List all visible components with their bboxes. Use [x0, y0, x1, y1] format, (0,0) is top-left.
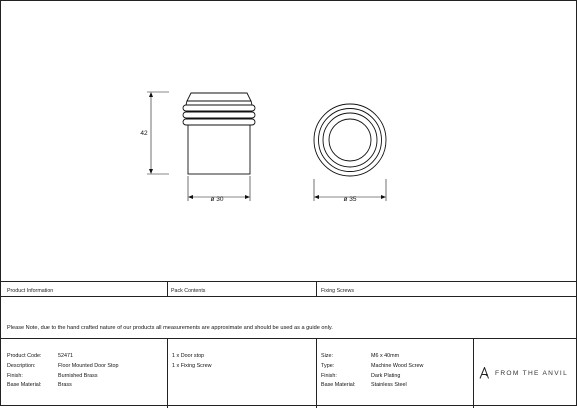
pack-item-door-stop: 1 x Door stop — [172, 353, 205, 359]
base-material-label: Base Material: — [7, 382, 42, 388]
description-value: Floor Mounted Door Stop — [58, 363, 119, 369]
screw-type-label: Type: — [321, 363, 335, 369]
header-divider — [1, 296, 577, 297]
body-column-divider-3 — [473, 338, 474, 408]
rubber-ring-lower — [183, 119, 255, 125]
cap-step — [186, 101, 252, 105]
pack-item-fixing-screw: 1 x Fixing Screw — [172, 363, 212, 369]
screw-finish-value: Dark Plating — [371, 373, 401, 379]
description-label: Description: — [7, 363, 36, 369]
side-view — [183, 93, 255, 174]
height-dimension-label: 42 — [140, 130, 148, 137]
header-column-divider-1 — [167, 282, 168, 296]
from-the-anvil-logo — [479, 367, 568, 379]
pack-contents-header: Pack Contents — [171, 288, 206, 294]
top-view — [314, 104, 386, 176]
rubber-ring-middle — [183, 112, 255, 118]
finish-value: Burnished Brass — [58, 373, 98, 379]
logo-text: FROM THE ANVIL — [495, 369, 569, 377]
body-column-divider-2 — [316, 338, 317, 408]
screw-finish-label: Finish: — [321, 373, 337, 379]
screw-size-label: Size: — [321, 353, 333, 359]
finish-label: Finish: — [7, 373, 23, 379]
product-code-label: Product Code: — [7, 353, 42, 359]
width-dimension-label: ø 30 — [210, 196, 224, 203]
anvil-a-logo-icon — [479, 367, 490, 379]
top-view-dimension-label: ø 35 — [343, 196, 357, 203]
height-dimension — [147, 92, 169, 174]
body-column-divider-1 — [167, 338, 168, 408]
top-cap — [187, 93, 251, 101]
measurement-note: Please Note, due to the hand crafted nature of our products all measurements are approximate and should be used as a guide only. — [7, 325, 333, 331]
rubber-ring-upper — [183, 105, 255, 111]
screw-type-value: Machine Wood Screw — [371, 363, 424, 369]
product-drawing — [1, 1, 577, 281]
note-divider — [1, 338, 577, 339]
product-information-header: Product Information — [7, 288, 54, 294]
screw-base-material-value: Stainless Steel — [371, 382, 407, 388]
screw-size-value: M6 x 40mm — [371, 353, 400, 359]
fixing-screws-header: Fixing Screws — [321, 288, 354, 294]
base-material-value: Brass — [58, 382, 72, 388]
header-column-divider-2 — [316, 282, 317, 296]
base-body — [188, 125, 250, 174]
screw-base-material-label: Base Material: — [321, 382, 356, 388]
product-info-table — [1, 281, 577, 407]
product-code-value: 52471 — [58, 353, 73, 359]
